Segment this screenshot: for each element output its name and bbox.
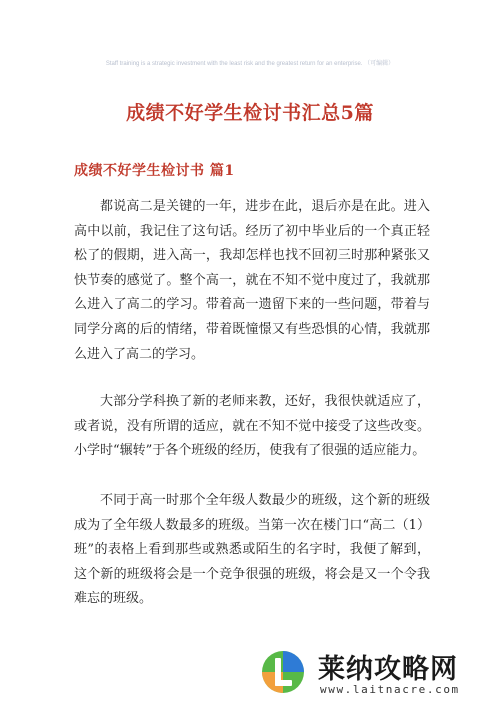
paragraph-1: 都说高二是关键的一年，进步在此，退后亦是在此。进入高中以前，我记住了这句话。经历了初中毕业后的一个真正轻松了的假期，进入高一，我却怎样也找不回初三时那种紧张又快节奏的感觉了。整个高一，就在不知不觉中度过了，我就那么进入了高二的学习。带着高一遗留下来的一些问题，带着与同学分离的后的情绪，带着既憧憬又有些恐惧的心情，我就那么进入了高二的学习。 <box>74 199 430 362</box>
paragraph-3: 不同于高一时那个全年级人数最少的班级，这个新的班级成为了全年级人数最多的班级。当第一次在楼门口“高二（1）班”的表格上看到那些或熟悉或陌生的名字时，我便了解到，这个新的班级将会是一个竞争很强的班级，将会是又一个令我难忘的班级。 <box>74 493 430 607</box>
site-url: www.laitnacre.com <box>320 683 460 696</box>
section-heading: 成绩不好学生检讨书 篇1 <box>74 163 235 179</box>
site-logo-icon <box>260 649 306 695</box>
document-title: 成绩不好学生检讨书汇总5篇 <box>126 102 374 124</box>
site-watermark <box>238 641 500 705</box>
site-name: 莱纳攻略网 <box>318 654 458 685</box>
header-note: Staff training is a strategic investment with the least risk and the greatest return for an enterprise. （可编辑） <box>105 61 395 67</box>
paragraph-2: 大部分学科换了新的老师来教，还好，我很快就适应了，或者说，没有所谓的适应，就在不知不觉中接受了这些改变。小学时“辗转”于各个班级的经历，使我有了很强的适应能力。 <box>74 394 430 459</box>
